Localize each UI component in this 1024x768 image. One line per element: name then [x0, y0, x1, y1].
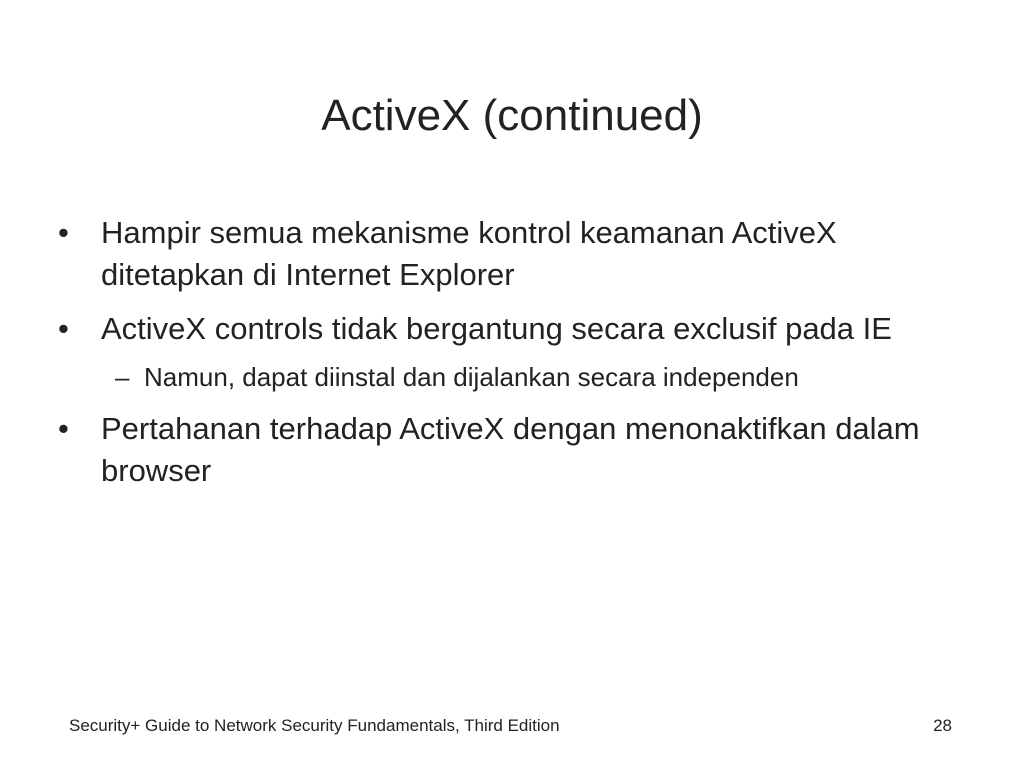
bullet-text: Hampir semua mekanisme kontrol keamanan ActiveX ditetapkan di Internet Explorer	[101, 215, 837, 292]
sub-bullet-marker: –	[115, 362, 130, 392]
slide-title: ActiveX (continued)	[321, 91, 703, 140]
bullet-marker: •	[58, 311, 69, 346]
bullet-text: Pertahanan terhadap ActiveX dengan menonaktifkan dalam browser	[101, 411, 920, 488]
bullet-item	[58, 408, 958, 492]
bullet-item	[58, 308, 958, 350]
sub-bullet-text: Namun, dapat diinstal dan dijalankan secara independen	[144, 362, 799, 392]
bullet-marker: •	[58, 411, 69, 446]
bullet-item	[58, 212, 958, 296]
bullet-text: ActiveX controls tidak bergantung secara exclusif pada IE	[101, 311, 892, 346]
page-number: 28	[933, 716, 952, 735]
sub-bullet-item	[101, 358, 958, 396]
bullet-list	[58, 212, 958, 504]
footer-text: Security+ Guide to Network Security Fundamentals, Third Edition	[69, 716, 560, 735]
bullet-marker: •	[58, 215, 69, 250]
